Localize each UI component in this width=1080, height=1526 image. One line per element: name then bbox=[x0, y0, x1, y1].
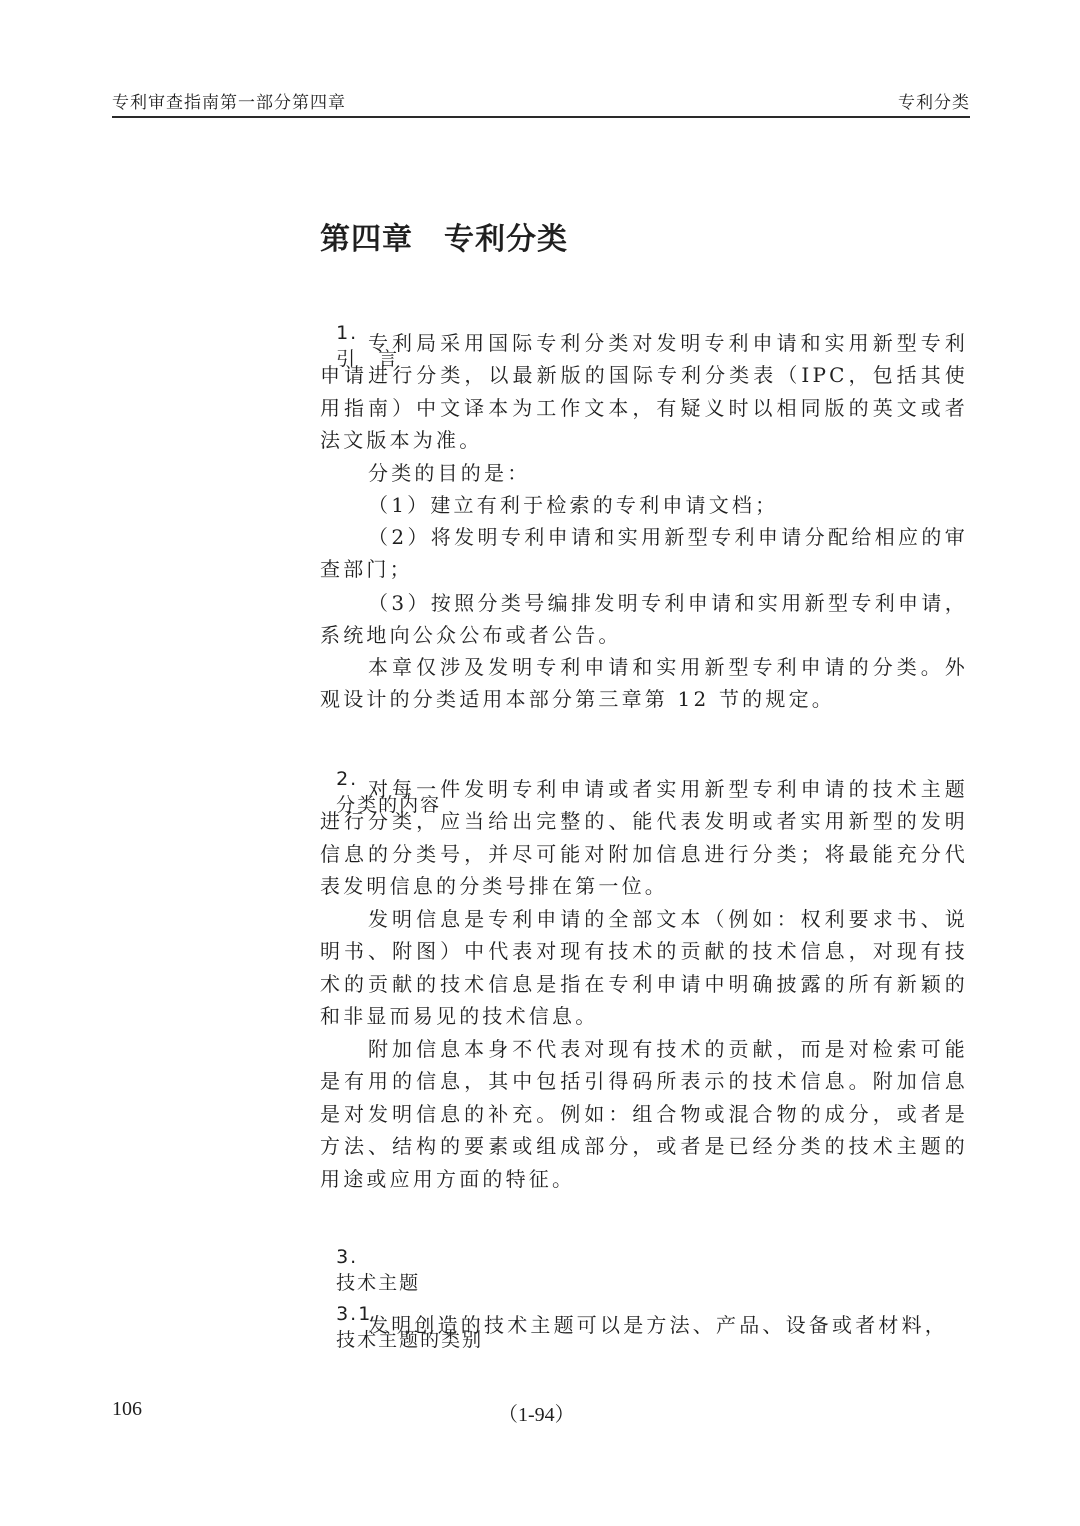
section-number: 3.1 bbox=[336, 1303, 373, 1325]
running-header bbox=[112, 88, 970, 118]
header-left-text: 专利审查指南第一部分第四章 bbox=[112, 93, 346, 113]
paragraph: 发明创造的技术主题可以是方法、产品、设备或者材料， bbox=[368, 1313, 948, 1337]
section-title: 分类的内容 bbox=[336, 794, 442, 816]
paragraph: （1）建立有利于检索的专利申请文档； bbox=[368, 493, 779, 517]
chapter-title: 第四章 专利分类 bbox=[320, 222, 568, 257]
page-code: （1-94） bbox=[498, 1404, 575, 1426]
section-title: 引 言 bbox=[336, 348, 400, 370]
section-number: 3. bbox=[336, 1246, 359, 1268]
paragraph: 专利局采用国际专利分类对发明专利申请和实用新型专利申请进行分类，以最新版的国际专利分类表（IPC，包括其使用指南）中文译本为工作文本，有疑义时以相同版的英文或者法文版本为准。 bbox=[320, 331, 968, 453]
paragraph: 对每一件发明专利申请或者实用新型专利申请的技术主题进行分类，应当给出完整的、能代表发明或者实用新型的发明信息的分类号，并尽可能对附加信息进行分类；将最能充分代表发明信息的分类号排在第一位。 bbox=[320, 777, 968, 899]
page-number: 106 bbox=[112, 1398, 142, 1420]
paragraph: 本章仅涉及发明专利申请和实用新型专利申请的分类。外观设计的分类适用本部分第三章第 12 节的规定。 bbox=[320, 655, 968, 712]
paragraph: 分类的目的是： bbox=[368, 461, 531, 485]
header-right-text: 专利分类 bbox=[898, 93, 970, 113]
paragraph: （2）将发明专利申请和实用新型专利申请分配给相应的审查部门； bbox=[320, 525, 968, 582]
section-number: 1. bbox=[336, 322, 359, 344]
paragraph: 附加信息本身不代表对现有技术的贡献，而是对检索可能是有用的信息，其中包括引得码所表示的技术信息。附加信息是对发明信息的补充。例如：组合物或混合物的成分，或者是方法、结构的要素或组成部分，或者是已经分类的技术主题的用途或应用方面的特征。 bbox=[320, 1037, 968, 1191]
paragraph: 发明信息是专利申请的全部文本（例如：权利要求书、说明书、附图）中代表对现有技术的贡献的技术信息，对现有技术的贡献的技术信息是指在专利申请中明确披露的所有新颖的和非显而易见的技术信息。 bbox=[320, 907, 968, 1029]
section-number: 2. bbox=[336, 768, 359, 790]
paragraph: （3）按照分类号编排发明专利申请和实用新型专利申请，系统地向公众公布或者公告。 bbox=[320, 591, 968, 648]
section-title: 技术主题 bbox=[336, 1272, 421, 1294]
section-title: 技术主题的类别 bbox=[336, 1329, 484, 1351]
